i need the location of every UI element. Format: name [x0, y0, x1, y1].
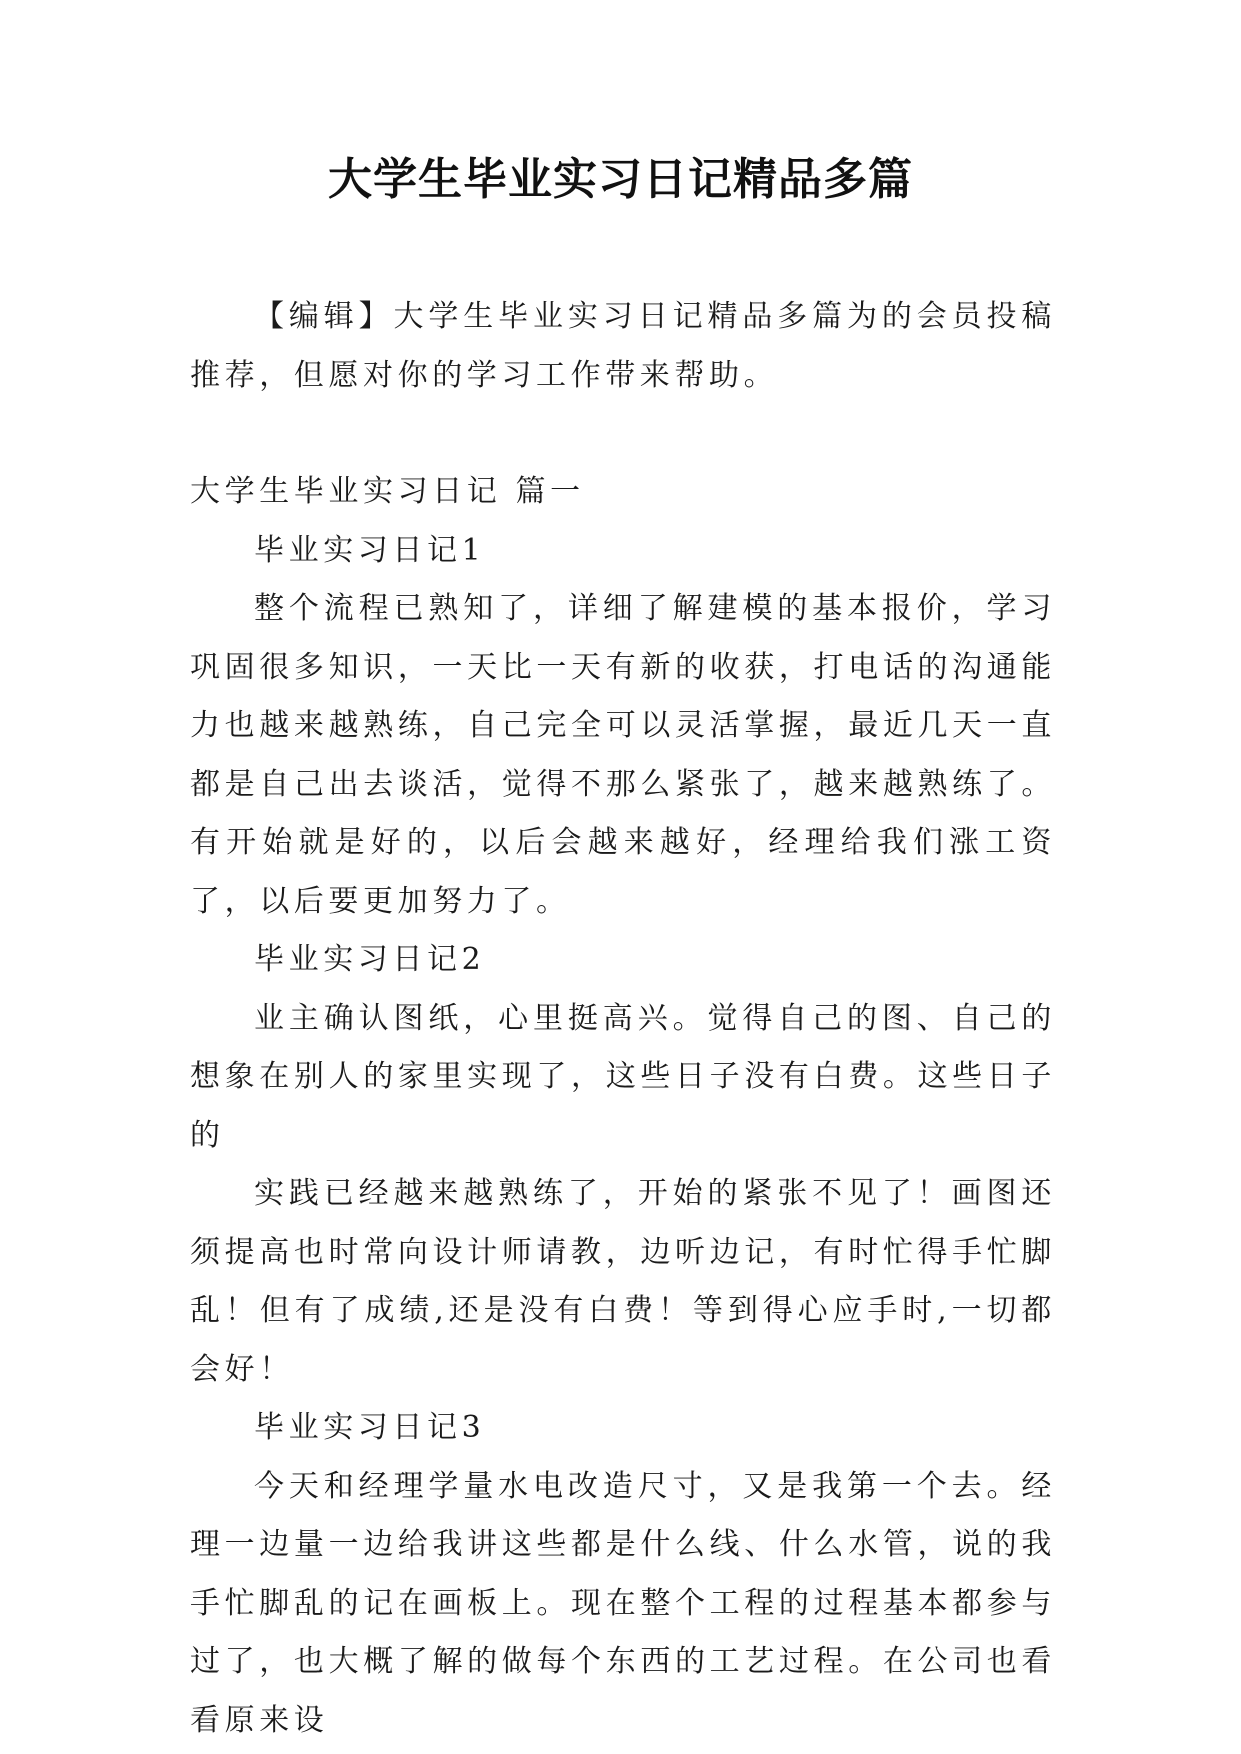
intro-paragraph: 【编辑】大学生毕业实习日记精品多篇为的会员投稿推荐，但愿对你的学习工作带来帮助。	[190, 299, 1056, 393]
entry-paragraph: 实践已经越来越熟练了，开始的紧张不见了！画图还须提高也时常向设计师请教，边听边记，有时忙得手忙脚乱！但有了成绩,还是没有白费！等到得心应手时,一切都会好！	[190, 1176, 1056, 1387]
document-body	[190, 288, 1056, 1750]
entry-heading: 毕业实习日记3	[254, 1410, 486, 1445]
entry-heading: 毕业实习日记1	[254, 532, 486, 568]
document-title: 大学生毕业实习日记精品多篇	[328, 154, 913, 205]
entry-paragraph: 整个流程已熟知了，详细了解建模的基本报价，学习巩固很多知识，一天比一天有新的收获，打电话的沟通能力也越来越熟练，自己完全可以灵活掌握，最近几天一直都是自己出去谈活，觉得不那么紧张了，越来越熟练了。有开始就是好的，以后会越来越好，经理给我们涨工资了，以后要更加努力了。	[190, 591, 1056, 919]
entry-heading: 毕业实习日记2	[254, 942, 486, 977]
entry-paragraph: 业主确认图纸，心里挺高兴。觉得自己的图、自己的想象在别人的家里实现了，这些日子没有白费。这些日子的	[190, 1000, 1056, 1153]
section-heading: 大学生毕业实习日记 篇一	[190, 474, 585, 509]
entry-paragraph: 今天和经理学量水电改造尺寸，又是我第一个去。经理一边量一边给我讲这些都是什么线、什么水管，说的我手忙脚乱的记在画板上。现在整个工程的过程基本都参与过了，也大概了解的做每个东西的工艺过程。在公司也看看原来设	[190, 1468, 1056, 1738]
